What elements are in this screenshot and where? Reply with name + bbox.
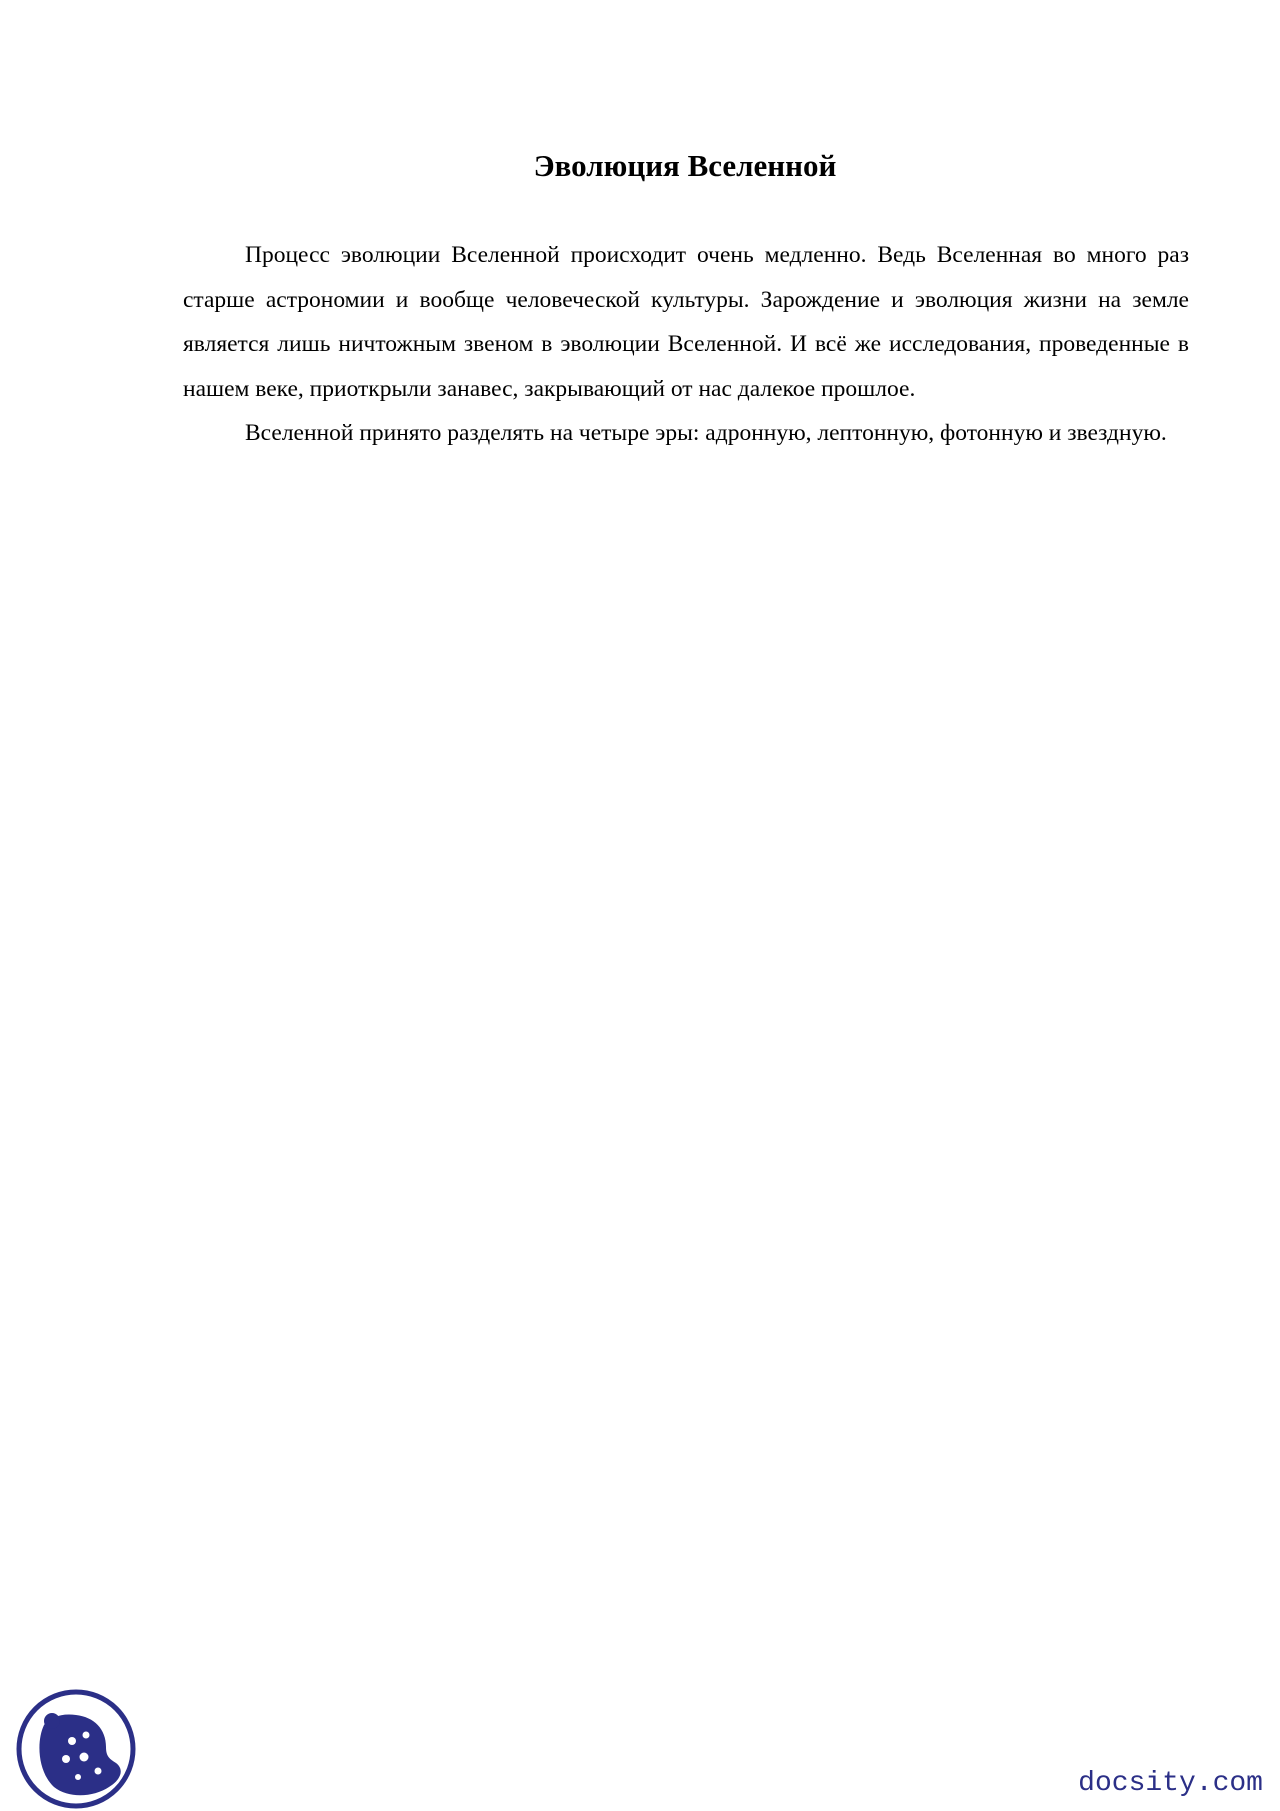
paragraph-2: Вселенной принято разделять на четыре эры: адронную, лептонную, фотонную и звездную. — [245, 420, 1167, 446]
docsity-logo-icon — [14, 1687, 137, 1810]
paragraph-1: Процесс эволюции Вселенной происходит очень медленно. Ведь Вселенная во много раз старше астрономии и вообще человеческой культуры. Зарождение и эволюция жизни на земле является лишь ничтожным звеном в эволюции Вселенной. И всё же исследования, проведенные в нашем веке, приоткрыли занавес, закрывающий от нас далекое прошлое. — [183, 242, 1189, 402]
document-body — [183, 233, 1189, 456]
page-title: Эволюция Вселенной — [533, 148, 837, 183]
docsity-watermark-text[interactable]: docsity.com — [1078, 1768, 1263, 1799]
